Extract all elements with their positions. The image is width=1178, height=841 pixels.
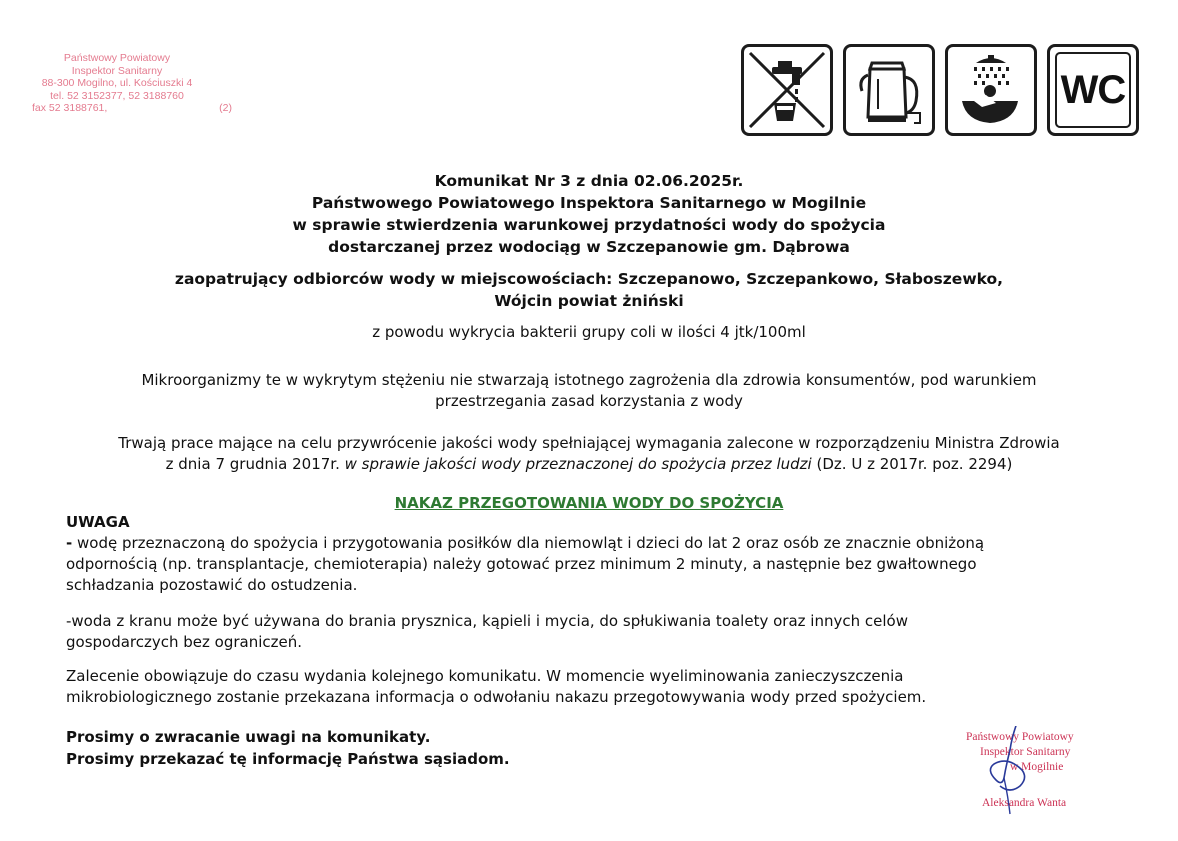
works-paragraph <box>0 433 1178 475</box>
stamp-number: (2) <box>219 102 232 114</box>
no-tap-water-drinking-icon <box>741 44 833 136</box>
works-line <box>0 454 1178 475</box>
office-stamp <box>32 52 232 115</box>
stamp-line <box>32 102 232 115</box>
bullet-text: wodę przeznaczoną do spożycia i przygotowania posiłków dla niemowląt i dzieci do lat 2 oraz osób ze znacznie obniżoną <box>72 534 985 552</box>
safety-line: Mikroorganizmy te w wykrytym stężeniu nie stwarzają istotnego zagrożenia dla zdrowia konsumentów, pod warunkiem <box>141 371 1037 389</box>
signature-icon <box>960 726 1110 816</box>
heading-line: Państwowego Powiatowego Inspektora Sanitarnego w Mogilnie <box>311 194 867 212</box>
stamp-line: Inspektor Sanitarny <box>71 64 163 77</box>
bullet-line: gospodarczych bez ograniczeń. <box>66 633 303 651</box>
safety-paragraph <box>0 370 1178 412</box>
inspector-stamp <box>960 726 1110 816</box>
heading-line: w sprawie stwierdzenia warunkowej przydatności wody do spożycia <box>292 216 886 234</box>
reason-line: z powodu wykrycia bakterii grupy coli w ilości 4 jtk/100ml <box>372 323 806 341</box>
bullet-line <box>66 533 984 554</box>
supply-line: zaopatrujący odbiorców wody w miejscowościach: Szczepanowo, Szczepankowo, Słaboszewko, <box>174 270 1004 288</box>
kettle-boil-icon <box>843 44 935 136</box>
uwaga-bullet-1 <box>66 533 984 596</box>
works-regulation-title: w sprawie jakości wody przeznaczonej do spożycia przez ludzi <box>344 455 812 473</box>
announcement-heading <box>0 170 1178 258</box>
safety-line: przestrzegania zasad korzystania z wody <box>435 392 743 410</box>
works-citation: (Dz. U z 2017r. poz. 2294) <box>816 455 1013 473</box>
bullet-dash: - <box>66 534 73 552</box>
closing-line: Prosimy o zwracanie uwagi na komunikaty. <box>66 728 431 746</box>
stamp-line: Państwowy Powiatowy <box>63 52 171 64</box>
wc-toilet-icon <box>1047 44 1139 136</box>
stamp-line: w Mogilnie <box>1010 761 1064 773</box>
heading-line: dostarczanej przez wodociąg w Szczepanowie gm. Dąbrowa <box>328 238 850 256</box>
heading-line: Komunikat Nr 3 z dnia 02.06.2025r. <box>434 172 744 190</box>
reason-paragraph <box>0 322 1178 343</box>
boil-water-order: NAKAZ PRZEGOTOWANIA WODY DO SPOŻYCIA <box>394 494 784 512</box>
supply-area <box>0 268 1178 312</box>
stamp-fax: fax 52 3188761, <box>32 102 108 114</box>
bullet-line: schładzania pozostawić do ostudzenia. <box>66 576 358 594</box>
closing-requests <box>66 726 510 770</box>
stamp-line: 88-300 Mogilno, ul. Kościuszki 4 <box>41 77 193 89</box>
closing-line: Prosimy przekazać tę informację Państwa sąsiadom. <box>66 750 510 768</box>
pictogram-row <box>741 44 1139 136</box>
stamp-line: Inspektor Sanitarny <box>980 746 1071 758</box>
uwaga-bullet-2 <box>66 611 908 653</box>
recommendation-line: mikrobiologicznego zostanie przekazana informacja o odwołaniu nakazu przegotowywania wody przed spożyciem. <box>66 688 927 706</box>
works-date: z dnia 7 grudnia 2017r. <box>165 455 340 473</box>
bullet-line: odpornością (np. transplantacje, chemioterapia) należy gotować przez minimum 2 minuty, a następnie bez gwałtownego <box>66 555 977 573</box>
shower-bath-icon <box>945 44 1037 136</box>
bullet-line: -woda z kranu może być używana do brania prysznica, kąpieli i mycia, do spłukiwania toalety oraz innych celów <box>66 612 908 630</box>
recommendation-paragraph <box>66 666 926 708</box>
wc-label: WC <box>1060 67 1126 112</box>
uwaga-title: UWAGA <box>66 513 130 531</box>
stamp-line: Państwowy Powiatowy <box>966 731 1074 743</box>
works-line: Trwają prace mające na celu przywrócenie jakości wody spełniającej wymagania zalecone w rozporządzeniu Ministra Zdrowia <box>118 434 1060 452</box>
recommendation-line: Zalecenie obowiązuje do czasu wydania kolejnego komunikatu. W momencie wyeliminowania zanieczyszczenia <box>66 667 904 685</box>
supply-line: Wójcin powiat żniński <box>494 292 684 310</box>
stamp-line: tel. 52 3152377, 52 3188760 <box>50 89 184 102</box>
stamp-name: Aleksandra Wanta <box>982 797 1067 809</box>
wc-frame <box>1055 52 1131 128</box>
